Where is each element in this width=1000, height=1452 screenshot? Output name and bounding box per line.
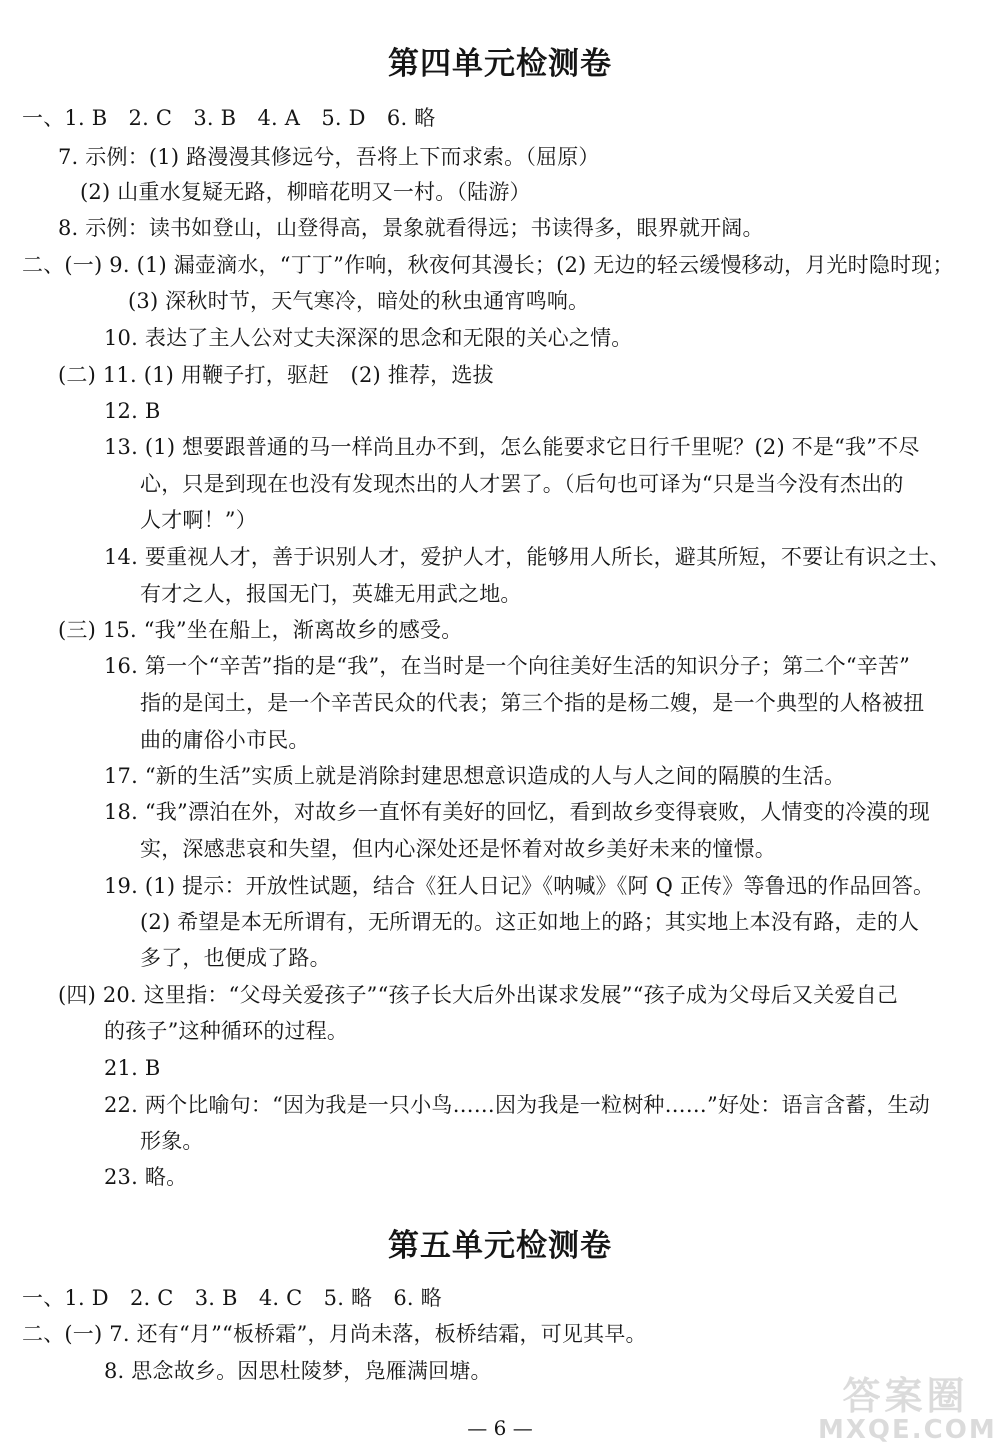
answer-line: 实，深感悲哀和失望，但内心深处还是怀着对故乡美好未来的憧憬。 bbox=[140, 837, 776, 861]
page-number: — 6 — bbox=[467, 1416, 533, 1440]
answer-line: 二、(一) 7. 还有“月”“板桥霜”，月尚未落，板桥结霜，可见其早。 bbox=[22, 1322, 647, 1346]
answer-line: 形象。 bbox=[140, 1129, 204, 1153]
answer-line: 一、1. B 2. C 3. B 4. A 5. D 6. 略 bbox=[22, 106, 436, 130]
answer-line: 的孩子”这种循环的过程。 bbox=[104, 1019, 349, 1043]
answer-line: 一、1. D 2. C 3. B 4. C 5. 略 6. 略 bbox=[22, 1286, 442, 1310]
answer-line: 21. B bbox=[104, 1056, 161, 1080]
answer-line: (2) 山重水复疑无路，柳暗花明又一村。（陆游） bbox=[80, 180, 531, 204]
answer-line: (三) 15. “我”坐在船上，渐离故乡的感受。 bbox=[58, 618, 463, 642]
watermark-text: 答案圈 bbox=[842, 1374, 969, 1418]
answer-line: 10. 表达了主人公对丈夫深深的思念和无限的关心之情。 bbox=[104, 326, 633, 350]
answer-line: 心，只是到现在也没有发现杰出的人才罢了。（后句也可译为“只是当今没有杰出的 bbox=[140, 472, 904, 496]
answer-line: 16. 第一个“辛苦”指的是“我”，在当时是一个向往美好生活的知识分子；第二个“辛苦” bbox=[104, 654, 911, 678]
answer-line: 指的是闰土，是一个辛苦民众的代表；第三个指的是杨二嫂，是一个典型的人格被扭 bbox=[140, 691, 925, 715]
answer-line: 23. 略。 bbox=[104, 1165, 188, 1189]
answer-line: 人才啊！”） bbox=[140, 508, 257, 532]
answer-line: 14. 要重视人才，善于识别人才，爱护人才，能够用人所长，避其所短，不要让有识之士、 bbox=[104, 545, 951, 569]
watermark-url: MXQE.COM bbox=[818, 1415, 997, 1445]
answer-line: 有才之人，报国无门，英雄无用武之地。 bbox=[140, 582, 522, 606]
watermark-logo bbox=[818, 1374, 997, 1448]
answer-line: 13. (1) 想要跟普通的马一样尚且办不到，怎么能要求它日行千里呢？(2) 不是“我”不尽 bbox=[104, 435, 920, 459]
answer-line: (四) 20. 这里指：“父母关爱孩子”“孩子长大后外出谋求发展”“孩子成为父母后又关爱自己 bbox=[58, 983, 899, 1007]
answer-line: 12. B bbox=[104, 399, 161, 423]
answer-line: 18. “我”漂泊在外，对故乡一直怀有美好的回忆，看到故乡变得衰败，人情变的冷漠的现 bbox=[104, 800, 930, 824]
answer-line: 19. (1) 提示：开放性试题，结合《狂人日记》《呐喊》《阿 Q 正传》等鲁迅的作品回答。 bbox=[104, 874, 935, 898]
answer-line: 8. 示例：读书如登山，山登得高，景象就看得远；书读得多，眼界就开阔。 bbox=[58, 216, 764, 240]
answer-line: 22. 两个比喻句：“因为我是一只小鸟……因为我是一粒树种……”好处：语言含蓄，生动 bbox=[104, 1093, 930, 1117]
answer-line: (3) 深秋时节，天气寒冷，暗处的秋虫通宵鸣响。 bbox=[128, 289, 590, 313]
answer-line: (二) 11. (1) 用鞭子打，驱赶 (2) 推荐，选拔 bbox=[58, 363, 494, 387]
answer-line: 多了，也便成了路。 bbox=[140, 946, 331, 970]
answer-line: 二、(一) 9. (1) 漏壶滴水，“丁丁”作响，秋夜何其漫长；(2) 无边的轻云缓慢移动，月光时隐时现； bbox=[22, 253, 954, 277]
answer-line: 7. 示例：(1) 路漫漫其修远兮，吾将上下而求索。（屈原） bbox=[58, 145, 600, 169]
unit5-title: 第五单元检测卷 bbox=[388, 1228, 612, 1264]
answer-line: 17. “新的生活”实质上就是消除封建思想意识造成的人与人之间的隔膜的生活。 bbox=[104, 764, 846, 788]
unit4-title: 第四单元检测卷 bbox=[388, 46, 612, 82]
answer-line: 曲的庸俗小市民。 bbox=[140, 728, 310, 752]
answer-line: 8. 思念故乡。因思杜陵梦，凫雁满回塘。 bbox=[104, 1359, 492, 1383]
answer-line: (2) 希望是本无所谓有，无所谓无的。这正如地上的路；其实地上本没有路，走的人 bbox=[140, 910, 920, 934]
